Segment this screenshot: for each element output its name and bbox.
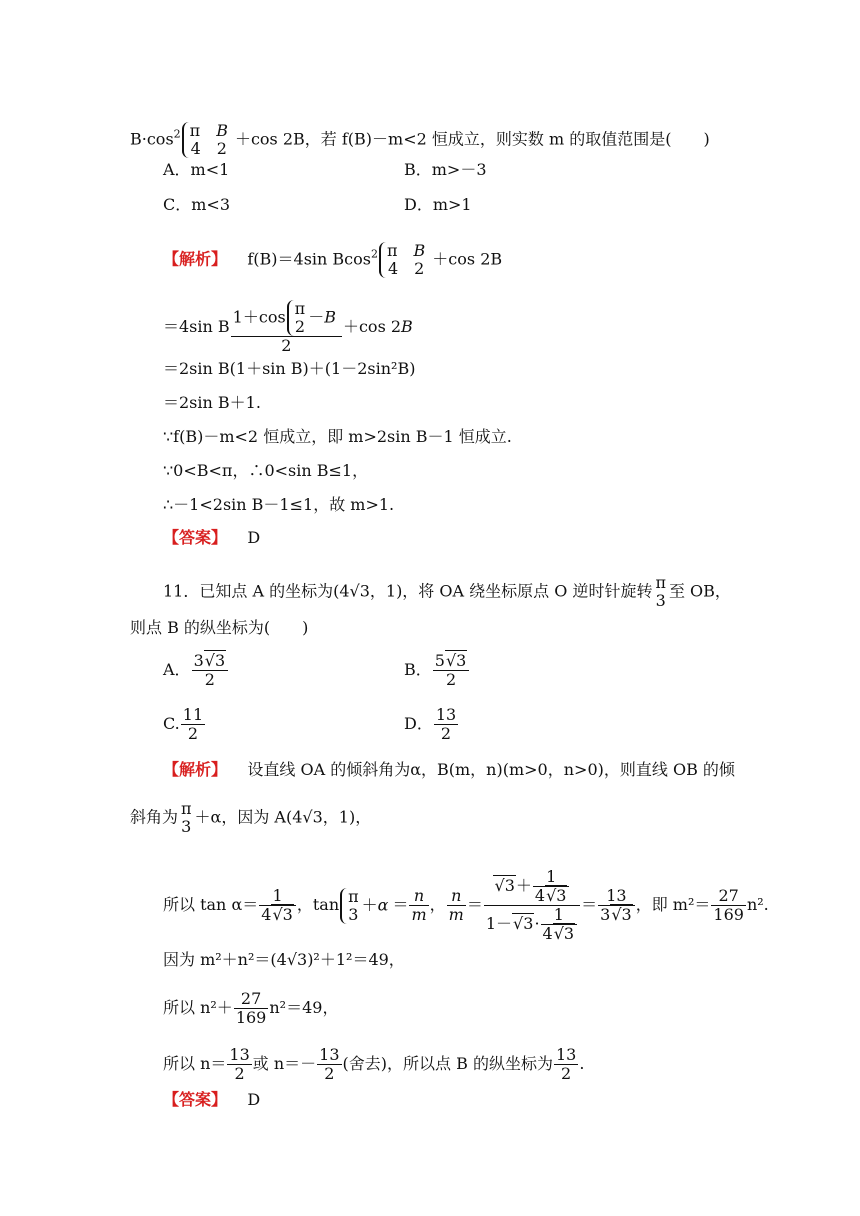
q10-stem-lead: B·cos xyxy=(130,129,174,149)
q10-option-a: A．m<1 xyxy=(163,160,230,179)
q11-option-b: B． $\frac{5√ 3}{2}$ xyxy=(404,652,470,689)
q10-answer-value: D xyxy=(247,528,261,547)
q11-option-c: C. $\frac{11}{2}$ xyxy=(163,705,204,743)
q10-step-6: ∴－1<2sin B－1≤1，故 m>1. xyxy=(163,495,395,514)
q10-step-3: ＝2sin B＋1. xyxy=(163,393,261,412)
q11-stem-line2: 则点 B 的纵坐标为( ) xyxy=(130,618,309,637)
q11-calc: 所以 tan α＝ $\frac{1}{4√ 3}$ ，tan π 3 ＋α ＝ $\frac{n}{m}$ ， $\frac{n}{m}$ ＝ √ 3＋ $\frac{1}{4√ 3}$ 1－√ 3· $\frac{1}{4√ 3}$ ＝ $\frac{13}{3√ 3}$ ，即 m²＝ $\frac{27}{169}$ n². xyxy=(163,868,769,943)
q10-step-2: ＝2sin B(1＋sin B)＋(1－2sin²B) xyxy=(163,359,416,378)
q11-answer-tag: 【答案】 xyxy=(163,1090,228,1109)
q11-sum-line: 因为 m²＋n²＝(4√3)²＋1²＝49， xyxy=(163,950,405,969)
q10-step-1: ＝4sin B 1＋cos π 2 －B 2 ＋cos 2B xyxy=(163,299,413,355)
q10-stem-tail: ＋cos 2B，若 f(B)－m<2 恒成立，则实数 m 的取值范围是( ) xyxy=(234,129,710,149)
q10-option-c: C．m<3 xyxy=(163,195,231,214)
q10-analysis-tag: 【解析】 xyxy=(163,249,228,269)
q10-option-b: B．m>－3 xyxy=(404,160,487,179)
q11-answer xyxy=(163,1090,260,1110)
q10-answer-tag: 【答案】 xyxy=(163,528,228,547)
q10-answer xyxy=(163,528,260,548)
q11-analysis-tag: 【解析】 xyxy=(163,760,228,779)
q11-stem: 11．已知点 A 的坐标为(4√3，1)，将 OA 绕坐标原点 O 逆时针旋转 π 3 至 OB， xyxy=(163,573,731,610)
q11-answer-value: D xyxy=(247,1090,261,1109)
q10-stem: $B\cdot\cos^2$ π B 4 2 ＋cos 2B，若 f(B)－m<2 恒成立，则实数 m 的取值范围是( ) xyxy=(130,121,710,158)
q10-analysis-head: 【解析】 f(B)＝4sin Bcos$^2$ π B 4 2 ＋cos 2B xyxy=(163,241,503,278)
q11-analysis-2: 斜角为 π 3 ＋α，因为 A(4√3，1)， xyxy=(130,799,372,836)
q10-step-5: ∵0<B<π，∴0<sin B≤1， xyxy=(163,461,369,480)
q10-option-d: D．m>1 xyxy=(404,195,472,214)
q11-sum-line2: 所以 n²＋ $\frac{27}{169}$ n²＝49， xyxy=(163,989,339,1027)
q11-final: 所以 n＝ $\frac{13}{2}$ 或 n＝－ $\frac{13}{2}$ (舍去)，所以点 B 的纵坐标为 $\frac{13}{2}$ . xyxy=(163,1045,585,1083)
q11-option-d: D． $\frac{13}{2}$ xyxy=(404,705,457,743)
q11-option-a: A． $\frac{3√ 3}{2}$ xyxy=(163,652,229,689)
q11-analysis-1: 【解析】 设直线 OA 的倾斜角为α，B(m，n)(m>0，n>0)，则直线 OB 的倾 xyxy=(163,760,735,779)
q10-step-4: ∵f(B)－m<2 恒成立，即 m>2sin B－1 恒成立. xyxy=(163,427,512,446)
